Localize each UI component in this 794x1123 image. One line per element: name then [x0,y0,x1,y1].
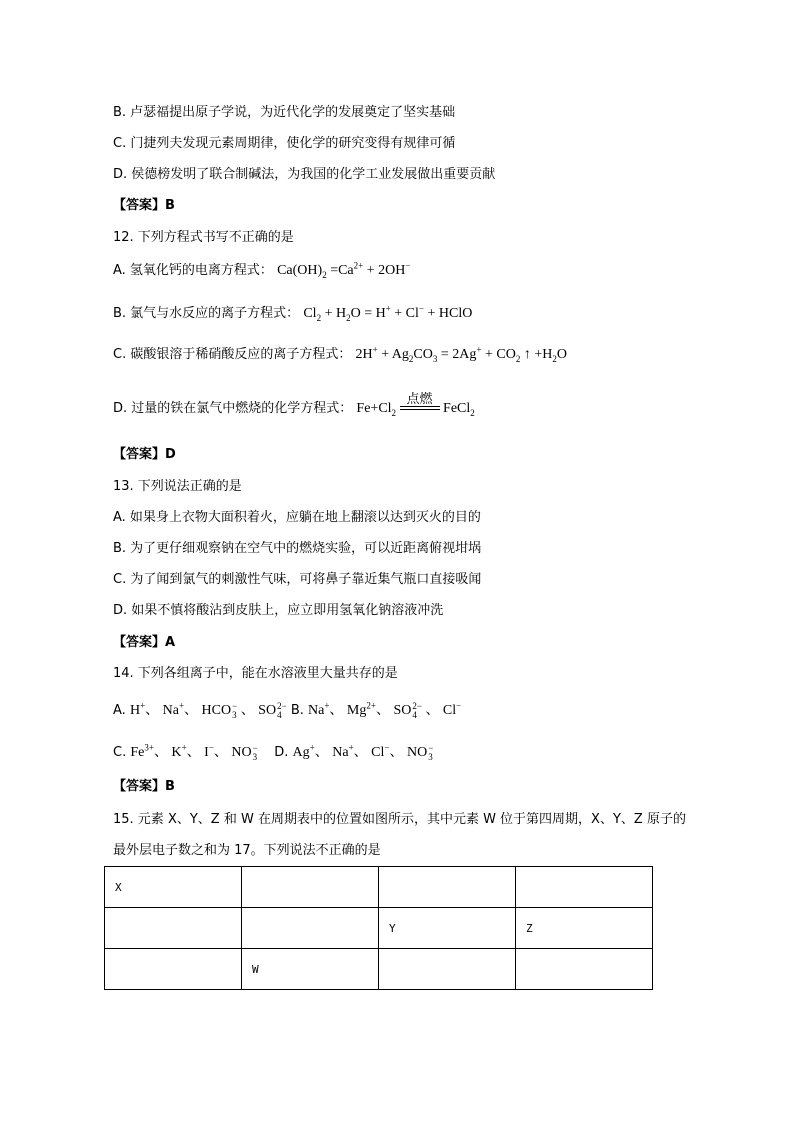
answer-q14: 【答案】B [113,779,175,794]
question-15-stem-line1: 15. 元素 X、Y、Z 和 W 在周期表中的位置如图所示，其中元素 W 位于第四周期，X、Y、Z 原子的 [113,812,686,827]
table-cell [516,949,653,990]
options-q14-ab [113,702,461,720]
option-q12-d-label: D. 过量的铁在氯气中燃烧的化学方程式： [113,401,353,416]
table-cell [242,908,379,949]
options-q14-cd [113,744,433,762]
answer-q13: 【答案】A [113,635,176,650]
option-q14-c-label: C. [113,745,127,761]
periodic-table-grid [104,866,653,990]
table-row [105,908,653,949]
option-q14-a-label: A. [113,703,126,719]
option-q13-d: D. 如果不慎将酸沾到皮肤上，应立即用氢氧化钠溶液冲洗 [113,603,444,618]
question-15-stem-line2: 最外层电子数之和为 17。下列说法不正确的是 [113,843,381,858]
option-q12-a [113,262,410,280]
reaction-condition: 点燃 [406,392,433,407]
equation-q12-d: $Fe+Cl_2$ 点燃 FeCl$_2$ [356,392,475,418]
table-cell [105,949,242,990]
question-14-stem: 14. 下列各组离子中，能在水溶液里大量共存的是 [113,666,398,681]
answer-q11: 【答案】B [113,198,175,213]
table-cell: Z [516,908,653,949]
table-row [105,867,653,908]
table-cell [105,908,242,949]
table-cell [379,949,516,990]
equation-q12-b: $Cl_2 + H_2O = H^+ + Cl^-$ + HClO [303,303,473,323]
option-q12-b [113,305,472,323]
table-cell: X [105,867,242,908]
equation-q12-c: $2H^+ + Ag_2CO_3 = 2Ag^+ + CO_2$ ↑ $+H_2O$ [355,344,567,364]
ions-q14-c: $Fe^{3+}$、 K+、 I−、 NO − 3 [130,742,258,762]
option-q12-b-label: B. 氯气与水反应的离子方程式： [113,306,300,321]
answer-q12: 【答案】D [113,447,176,462]
question-12-stem: 12. 下列方程式书写不正确的是 [113,230,294,245]
option-q12-a-label: A. 氢氧化钙的电离方程式： [113,263,273,278]
option-q12-c [113,346,567,364]
table-cell [516,867,653,908]
table-cell: Y [379,908,516,949]
table-cell: W [242,949,379,990]
option-q13-c: C. 为了闻到氯气的刺激性气味，可将鼻子靠近集气瓶口直接吸闻 [113,572,482,587]
option-q11-c: C. 门捷列夫发现元素周期律，使化学的研究变得有规律可循 [113,136,456,151]
equation-q12-a: $Ca(OH)_2 =Ca^{2+} + 2OH^-$ [277,260,411,280]
table-cell [379,867,516,908]
option-q11-d: D. 侯德榜发明了联合制碱法，为我国的化学工业发展做出重要贡献 [113,167,496,182]
question-13-stem: 13. 下列说法正确的是 [113,479,242,494]
table-row [105,949,653,990]
table-cell [242,867,379,908]
ions-q14-d: Ag+、 Na+、 Cl−、 NO − 3 [292,742,434,762]
option-q12-d [113,392,475,418]
option-q12-c-label: C. 碳酸银溶于稀硝酸反应的离子方程式： [113,347,352,362]
option-q13-b: B. 为了更仔细观察钠在空气中的燃烧实验，可以近距离俯视坩埚 [113,541,482,556]
option-q11-b: B. 卢瑟福提出原子学说，为近代化学的发展奠定了坚实基础 [113,105,456,120]
option-q13-a: A. 如果身上衣物大面积着火，应躺在地上翻滚以达到灭火的目的 [113,510,481,525]
ions-q14-a: H+、 Na+、 HCO − 3 、 SO 2− 4 [129,700,287,720]
ions-q14-b: Na+、 $Mg^{2+}$、 SO 2− 4 、 Cl− [308,700,462,720]
option-q14-d-label: D. [274,745,289,761]
option-q14-b-label: B. [290,703,304,719]
